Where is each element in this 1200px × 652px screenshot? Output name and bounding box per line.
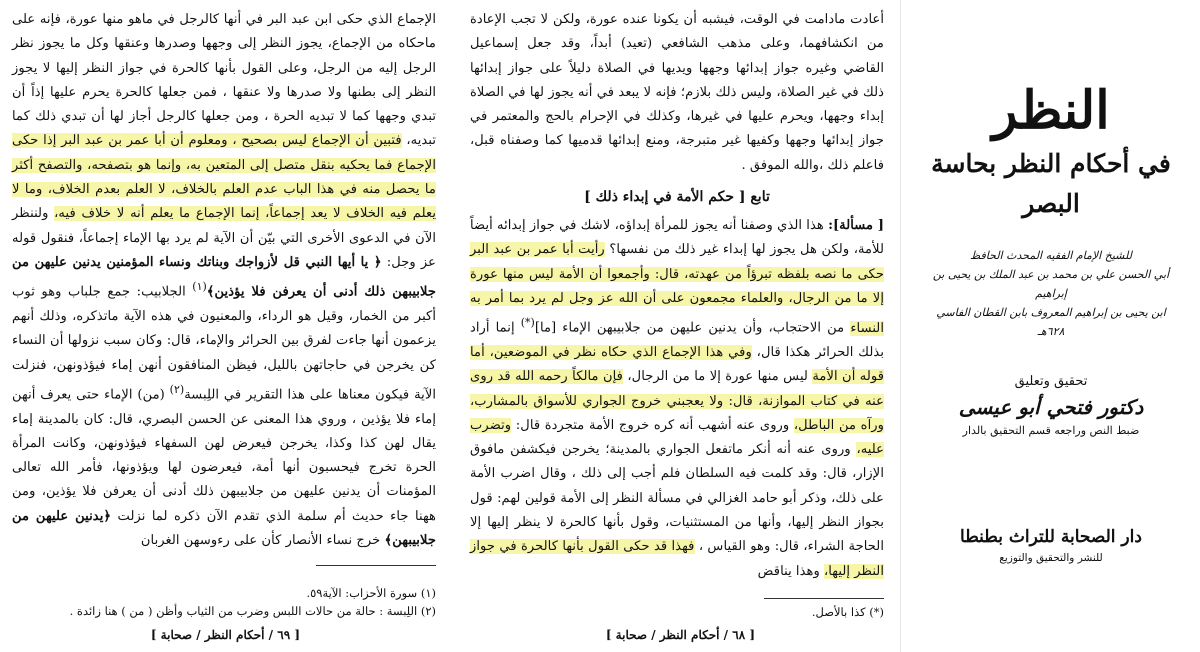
text-run: الجلابيب: جمع جلباب وهو ثوب أكبر من الخمار، وقيل هو الرداء، والمعنيون في هذه الآية ماتذكره، وذلك أنهم يزعمون أنها جاءت لفرق بين الحرائر والإماء، قال: وكان سبب نزولها أن النساء كن يخرجن في حاجاتهن بالليل، فيظن المنافقون أنهن إماء فيؤذونهن، فنزلت الآية فيكون معناها على هذا التقرير في اللِبسة <box>12 284 436 403</box>
footnote-ref: (٢) <box>169 382 185 396</box>
quran-verse: ﴿يدنين عليهن من جلابيبهن﴾ <box>12 508 436 549</box>
author-line: للشيخ الإمام الفقيه المحدث الحافظ <box>970 249 1132 262</box>
author-dates: ٦٢٨هـ <box>1037 325 1065 338</box>
editor-line: تحقيق وتعليق <box>1014 374 1088 389</box>
footnote: (*) كذا بالأصل. <box>811 604 884 619</box>
text-run: وروى عنه أنه أنكر ماتفعل الجواري بالمدينة؛ يخرجن فيكشفن مافوق الإزار، قال: وقد كلمت فيه السلطان فلم أجب إلى ذلك ، وقال اضرب الأمة على ذلك، وذكر أبو حامد الغزالي في مسألة النظر إلى الأمة قولين لهم: قول بجواز النظر إليها، وأنها من المستثنيات، وقول بأنها كالحرة لا ينظر إليها إلا الحاجة الشراء، قال: وهو القياس ، <box>470 442 884 555</box>
highlighted-text: وتضرب عليه، <box>470 417 884 458</box>
author-line: أبي الحسن علي بن محمد بن عبد الملك بن يحيى بن إبراهيم <box>932 268 1170 300</box>
text-run: ولننظر الآن في الدعوى الأخرى التي بيّن أن الآية لم يرد بها الإماء إجماعاً، فنقول قوله عز وجل: <box>12 206 436 270</box>
footnotes <box>764 598 884 621</box>
text-run: (من) الإماء حتى يعرف أنهن إماء فلا يؤذين ، وروي هذا المعنى عن الحسن البصري، قال: كان بالمدينة إماء يقال لهن كذا وكذا، يخرجن فيعرض لهن السفهاء فيؤذونهن، وكانت المرأة الحرة تخرج فيحسبون أنها أمة، فيعرضون لها ويؤذونها، فأمر الله تعالى المؤمنات أن يدنين عليهن من جلابيبهن ذلك أدنى أن يعرفن فلا يؤذين، ومن ههنا جاء حديث أم سلمة الذي تقدم الآن ذكره لما نزلت <box>12 387 437 524</box>
page-69-paragraph <box>12 8 436 553</box>
page-69 <box>0 0 450 652</box>
page-folio: [ ٦٩ / أحكام النظر / صحابة ] <box>150 628 300 642</box>
highlighted-text: رأيت أبا عمر بن عبد البر حكى ما نصه بلفظه تبرؤاً من عهدته، قال: وأجمعوا أن الأمة ليس منها عورة إلا ما من الرجال، والعلماء مجمعون على أن الله عز وجل لم يرد بما أمر به النساء <box>470 242 884 336</box>
page-68 <box>458 0 900 652</box>
footnote-ref: (*) <box>520 316 535 330</box>
cover-editor <box>921 372 1181 440</box>
page-68-body <box>470 8 884 584</box>
footnote-divider <box>316 565 436 566</box>
editor-name: دكتور فتحي أبو عيسى <box>958 395 1144 419</box>
text-run: الإجماع الذي حكى ابن عبد البر في أنها كالرجل في ماهو منها عورة، فإنه على ماحكاه من الإجماع، يجوز النظر إلى وجهها وصدرها وعنقها وكل ما يجوز نظر الرجل إليه من الرجل، وعلى القول بأنها كالحرة في جواز النظر إليها لا يجوز النظر إلى بطنها ولا صدرها ولا عنقها ، فمن جعلها كالحرة يحرم عليها إذاً أن تبدي وجهها كما لا تبديه الحرة ، ومن جعلها كالرجل أجاز لها أن تبدي ذلك كما تبديه، <box>12 12 436 149</box>
publisher-tagline: للنشر والتحقيق والتوزيع <box>999 552 1103 564</box>
publisher-name: دار الصحابة للتراث بطنطا <box>960 527 1142 547</box>
footnote: (١) سورة الأحزاب: الآية٥٩. <box>306 586 436 601</box>
text-run: وهذا يناقض <box>757 563 825 579</box>
footnote-ref: (١) <box>192 280 207 294</box>
page-68-paragraph-1: أعادت مادامت في الوقت، فيشبه أن يكونا عنده عورة، ولكن لا تجب الإعادة من انكشافهما، وعلى مذهب الشافعي (تعيد) أبداً، وقد جعل إسماعيل القاضي وغيره جواز إبدائها وجهها ويديها في الصلاة دليلاً على جواز إبدائها ذلك في غير الصلاة، وليس ذلك بلازم؛ فإنه لا يبعد في أنه يجوز لها في الصلاة إبداء وجهها، ويحرم عليها في غيرها، وكذلك في الإحرام بالحج والمعتمر في جواز إبدائها وجهها وكفيها غير متبرجة، ومنع إبدائها قدميها كما وصفناه قبل، فاعلم ذلك ،والله الموفق . <box>470 12 884 173</box>
highlighted-text: فتبين أن الإجماع ليس بصحيح ، ومعلوم أن أبا عمر بن عبد البر إذا حكى الإجماع فما يحكيه بنقل متصل إلى المتعين به، وإنما هو بتصفحه، والتصفح أكثر ما يحصل منه في هذا الباب عدم العلم بالخلاف، لا العلم بعدم الخلاف، وما لا يعلم فيه الخلاف لا يعد إجماعاً، إنما الإجماع ما يعلم أنه لا خلاف فيه، <box>12 133 436 222</box>
text-run: خرج نساء الأنصار كأن على رءوسهن الغربان <box>140 533 385 549</box>
text-run: إنما أراد بذلك الحرائر هكذا قال، <box>470 320 884 360</box>
highlighted-text: فهذا قد حكى القول بأنها كالحرة في جواز النظر إليها، <box>470 539 884 579</box>
text-run: هذا الذي وصفنا أنه يجوز للمرأة إبداؤه، لاشك في جواز إبدائه أيضاً للأمة، ولكن هل يجوز لها إبداء غير ذلك من نفسها؟ <box>470 218 884 258</box>
cover-title <box>921 78 1181 224</box>
cover-title-sub: في أحكام النظر بحاسة البصر <box>931 149 1171 218</box>
footnote: (٢) اللِبسة : حالة من حالات اللبس وضرب من الثياب وأظن ( من ) هنا زائدة . <box>69 604 436 619</box>
section-heading: تابع [ حكم الأمة في إبداء ذلك ] <box>584 189 770 206</box>
page-68-paragraph-2 <box>470 214 884 584</box>
page-folio: [ ٦٨ / أحكام النظر / صحابة ] <box>605 628 755 642</box>
quran-verse: ﴿ يا أيها النبي قل لأزواجك وبناتك ونساء المؤمنين يدنين عليهن من جلابيبهن ذلك أدنى أن يعرفن فلا يؤذين﴾ <box>12 254 436 300</box>
cover-author <box>921 246 1181 341</box>
cover-title-main: النظر <box>992 80 1110 141</box>
footnotes <box>12 580 436 620</box>
book-cover <box>900 0 1200 652</box>
cover-publisher <box>921 524 1181 566</box>
author-line: ابن يحيى بن إبراهيم المعروف بابن القطان الفاسي <box>936 306 1166 319</box>
issue-label: [ مسألة]: <box>828 218 884 234</box>
text-run: ليس منها عورة إلا ما من الرجال، <box>622 369 813 385</box>
text-run: وروى عنه أشهب أنه كره خروج الأمة متجردة قال: <box>511 417 794 433</box>
highlighted-text: فإن مالكاً رحمه الله قد روى عنه في كتاب الموازنة، قال: ولا يعجبني خروج الجواري للأسواق بالمشارب، ورآه من الباطل، <box>470 369 884 433</box>
editor-line: ضبط النص وراجعه قسم التحقيق بالدار <box>962 424 1140 437</box>
text-run: من الاحتجاب، وأن يدنين عليهن من جلابيبهن الإماء [ما] <box>534 320 851 336</box>
page-69-body <box>12 8 436 553</box>
highlighted-text: وفي هذا الإجماع الذي حكاه نظر في الموضعين، أما قوله أن الأمة <box>470 344 884 385</box>
